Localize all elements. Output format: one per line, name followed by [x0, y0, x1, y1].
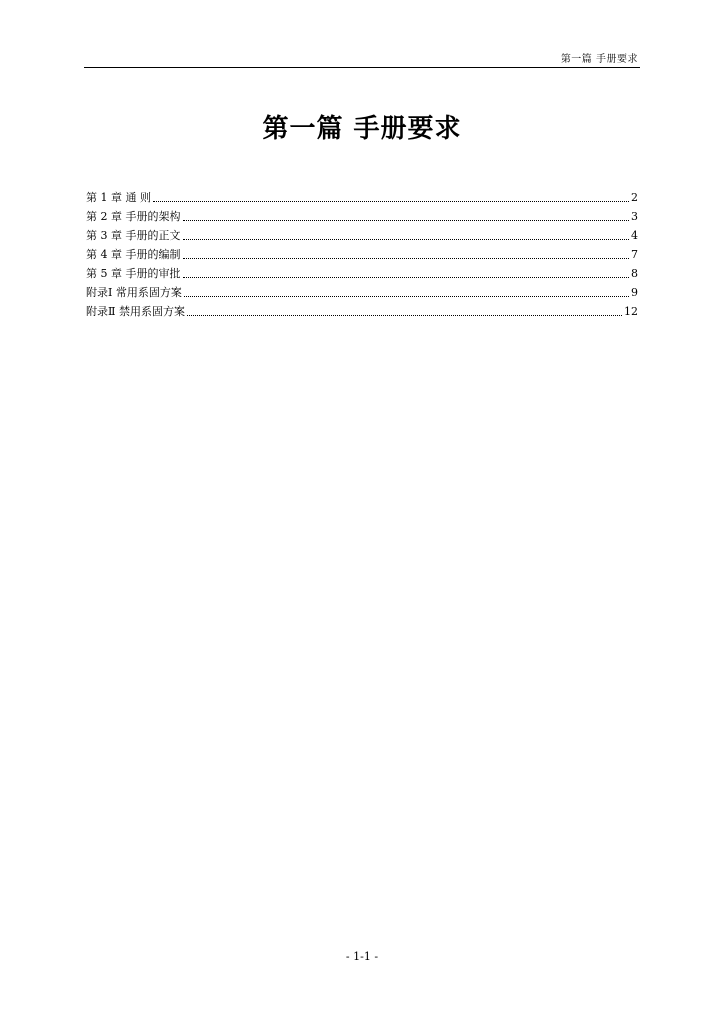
toc-entry-chapter-1[interactable]	[86, 188, 638, 207]
toc-entry-label: 附录Ⅱ 禁用系固方案	[86, 305, 185, 318]
toc-leader-dots	[183, 220, 630, 221]
toc-entry-page: 4	[631, 229, 638, 242]
toc-entry-label: 第 1 章 通 则	[86, 191, 151, 204]
toc-entry-chapter-3[interactable]	[86, 226, 638, 245]
header-rule	[84, 67, 640, 68]
toc-entry-label: 附录Ⅰ 常用系固方案	[86, 286, 182, 299]
toc-entry-label: 第 3 章 手册的正文	[86, 229, 181, 242]
toc-entry-page: 8	[631, 267, 638, 280]
table-of-contents	[86, 188, 638, 321]
toc-entry-page: 12	[624, 305, 638, 318]
toc-entry-page: 3	[631, 210, 638, 223]
toc-leader-dots	[187, 315, 622, 316]
toc-entry-page: 2	[631, 191, 638, 204]
toc-entry-chapter-2[interactable]	[86, 207, 638, 226]
toc-entry-appendix-1[interactable]	[86, 283, 638, 302]
toc-leader-dots	[184, 296, 629, 297]
toc-entry-page: 7	[631, 248, 638, 261]
toc-entry-label: 第 4 章 手册的编制	[86, 248, 181, 261]
toc-leader-dots	[183, 239, 630, 240]
toc-leader-dots	[153, 201, 629, 202]
toc-entry-chapter-4[interactable]	[86, 245, 638, 264]
toc-entry-label: 第 2 章 手册的架构	[86, 210, 181, 223]
toc-entry-appendix-2[interactable]	[86, 302, 638, 321]
running-header: 第一篇 手册要求	[560, 54, 638, 65]
toc-leader-dots	[183, 277, 630, 278]
toc-leader-dots	[183, 258, 630, 259]
page-title: 第一篇 手册要求	[262, 114, 462, 144]
page-number: - 1-1 -	[345, 950, 379, 963]
toc-entry-chapter-5[interactable]	[86, 264, 638, 283]
toc-entry-page: 9	[631, 286, 638, 299]
toc-entry-label: 第 5 章 手册的审批	[86, 267, 181, 280]
